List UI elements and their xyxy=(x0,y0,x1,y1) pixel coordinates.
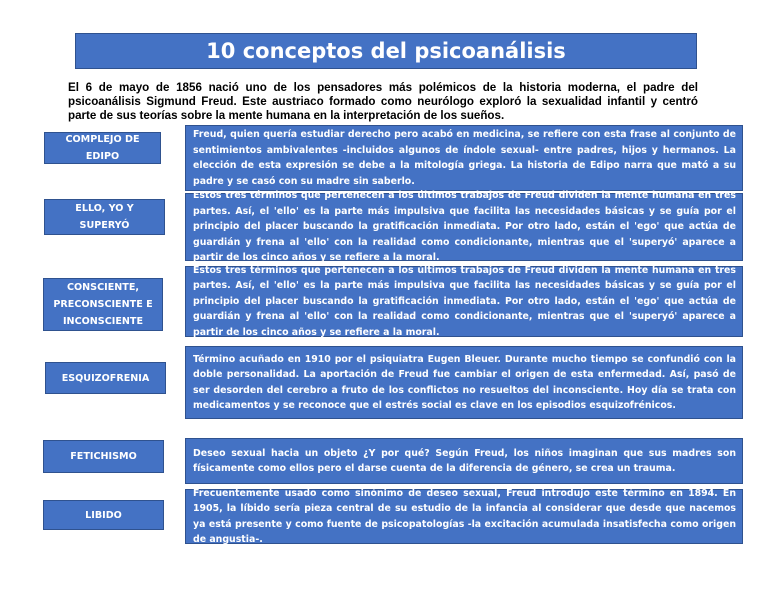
concept-label-complejo-de-edipo: COMPLEJO DE EDIPO xyxy=(44,132,161,164)
concept-description-esquizofrenia xyxy=(185,346,743,419)
concept-text: Término acuñado en 1910 por el psiquiatra Eugen Bleuer. Durante mucho tiempo se confundió con la doble personalidad. La aportación de Freud fue cambiar el origen de esta enfermedad. Así, pasó de ser desorden del cerebro a fruto de los conflictos no resueltos del inconsciente. Hoy día se trata con medicamentos y se reconoce que el estrés social es clave en los episodios esquizofrénicos. xyxy=(193,353,736,411)
concept-label-fetichismo: FETICHISMO xyxy=(43,440,164,473)
concept-label-ello-yo-superyo: ELLO, YO Y SUPERYÓ xyxy=(44,199,165,235)
concept-description-fetichismo xyxy=(185,438,743,484)
concept-description-complejo-de-edipo xyxy=(185,125,743,191)
concept-description-libido xyxy=(185,489,743,544)
concept-text: Estos tres términos que pertenecen a los últimos trabajos de Freud dividen la mente humana en tres partes. Así, el 'ello' es la parte más impulsiva que facilita las necesidades básicas y se guía por el principio del placer buscando la gratificación inmediata. Por otro lado, están el 'ego' que actúa de guardián y frena al 'ello' con la realidad como condicionante, mientras que el 'superyó' aparece a partir de los cinco años y se refiere a la moral. xyxy=(193,264,736,338)
concept-description-consciente-preconsciente-inconsciente xyxy=(185,266,743,337)
concept-text: Freud, quien quería estudiar derecho pero acabó en medicina, se refiere con esta frase al conjunto de sentimientos ambivalentes -incluidos algunos de índole sexual- entre padres, hijos y hermanos. La elección de esta expresión se debe a la mitología griega. La historia de Edipo narra que mató a su padre y se casó con su madre sin saberlo. xyxy=(193,129,736,187)
intro-paragraph: El 6 de mayo de 1856 nació uno de los pensadores más polémicos de la historia moderna, el padre del psicoanálisis Sigmund Freud. Este austriaco formado como neurólogo exploró la sexualidad infantil y centró parte de sus teorías sobre la mente humana en la interpretación de los sueños. xyxy=(68,81,698,122)
concept-label-esquizofrenia: ESQUIZOFRENIA xyxy=(45,362,166,394)
concept-label-consciente-preconsciente-inconsciente: CONSCIENTE, PRECONSCIENTE E INCONSCIENTE xyxy=(43,278,163,331)
concept-text: Estos tres términos que pertenecen a los últimos trabajos de Freud dividen la mente humana en tres partes. Así, el 'ello' es la parte más impulsiva que facilita las necesidades básicas y se guía por el principio del placer buscando la gratificación inmediata. Por otro lado, están el 'ego' que actúa de guardián y frena al 'ello' con la realidad como condicionante, mientras que el 'superyó' aparece a partir de los cinco años y se refiere a la moral. xyxy=(193,190,736,264)
page-title: 10 conceptos del psicoanálisis xyxy=(75,33,697,69)
concept-description-ello-yo-superyo xyxy=(185,190,743,264)
concept-text: Deseo sexual hacia un objeto ¿Y por qué? Según Freud, los niños imaginan que sus madres son físicamente como ellos pero el darse cuenta de la diferencia de género, se crea un trauma. xyxy=(193,447,736,474)
concept-label-libido: LIBIDO xyxy=(43,500,164,530)
concept-text: Frecuentemente usado como sinónimo de deseo sexual, Freud introdujo este término en 1894. En 1905, la líbido sería pieza central de su estudio de la infancia al considerar que desde que nacemos ya está presente y como fuente de psicopatologías -la excitación acumulada insatisfecha como origen de angustia-. xyxy=(193,487,736,545)
